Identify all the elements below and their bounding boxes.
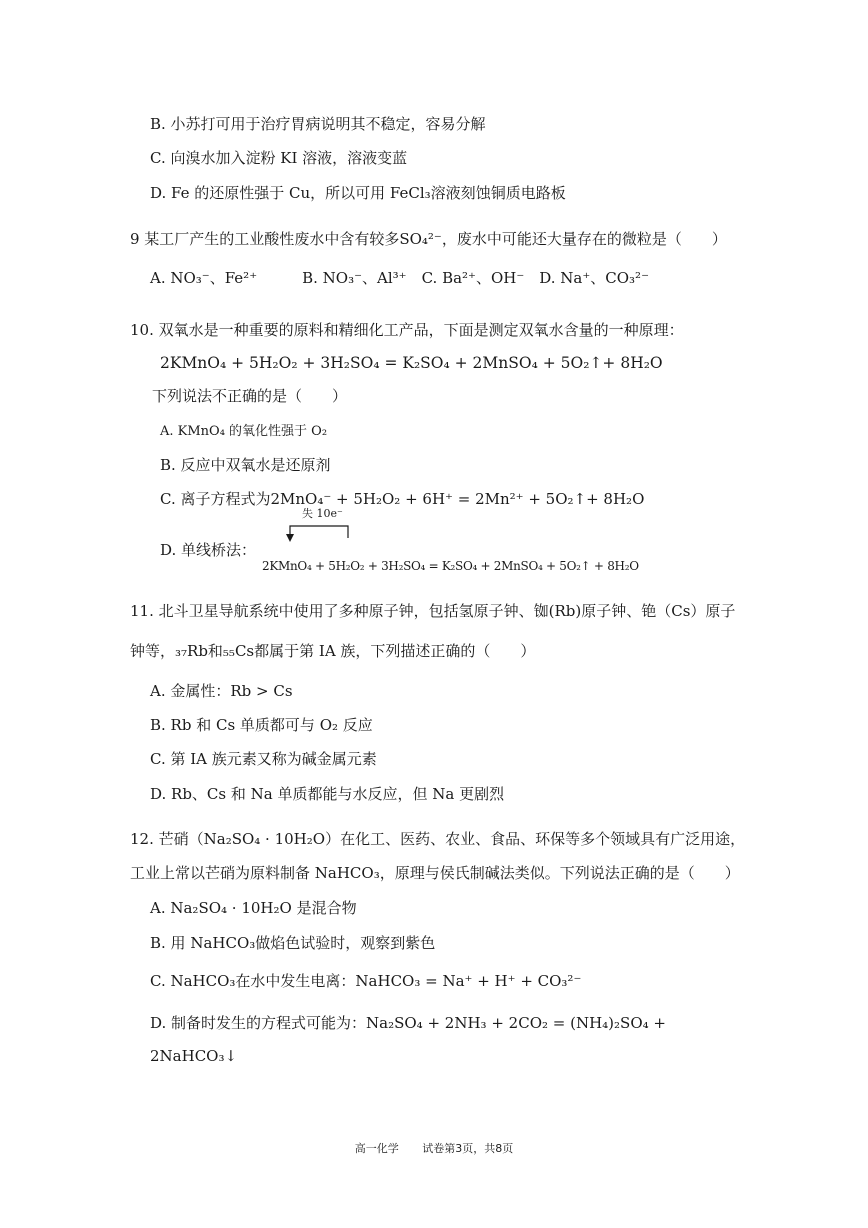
q10-option-d-equation: 2KMnO₄ + 5H₂O₂ + 3H₂SO₄ = K₂SO₄ + 2MnSO₄ + 5O₂↑ + 8H₂O — [262, 559, 639, 573]
q12-option-d-line1: D. 制备时发生的方程式可能为：Na₂SO₄ + 2NH₃ + 2CO₂ = (NH₄)₂SO₄ + — [150, 1014, 666, 1032]
q9-stem: 9 某工厂产生的工业酸性废水中含有较多SO₄²⁻，废水中可能还大量存在的微粒是（ ） — [130, 230, 727, 248]
q12-option-c: C. NaHCO₃在水中发生电离：NaHCO₃ = Na⁺ + H⁺ + CO₃²⁻ — [150, 972, 582, 990]
electron-transfer-bridge — [286, 507, 586, 560]
q10-option-d-label: D. 单线桥法： — [160, 541, 257, 559]
q8-option-b: B. 小苏打可用于治疗胃病说明其不稳定，容易分解 — [150, 115, 486, 133]
q11-option-d: D. Rb、Cs 和 Na 单质都能与水反应，但 Na 更剧烈 — [150, 785, 505, 803]
q12-stem-line2: 工业上常以芒硝为原料制备 NaHCO₃，原理与侯氏制碱法类似。下列说法正确的是（ ） — [130, 864, 740, 882]
q10-question: 下列说法不正确的是（ ） — [152, 387, 348, 405]
q10-option-b: B. 反应中双氧水是还原剂 — [160, 456, 331, 474]
q11-option-c: C. 第 IA 族元素又称为碱金属元素 — [150, 750, 377, 768]
q8-option-d: D. Fe 的还原性强于 Cu，所以可用 FeCl₃溶液刻蚀铜质电路板 — [150, 184, 566, 202]
footer-page-number: 试卷第3页，共8页 — [422, 1142, 514, 1155]
q10-stem: 10. 双氧水是一种重要的原料和精细化工产品，下面是测定双氧水含量的一种原理： — [130, 321, 684, 339]
q10-equation: 2KMnO₄ + 5H₂O₂ + 3H₂SO₄ = K₂SO₄ + 2MnSO₄ + 5O₂↑+ 8H₂O — [160, 354, 663, 372]
q11-option-a: A. 金属性：Rb > Cs — [150, 682, 293, 700]
page-footer — [0, 1140, 868, 1156]
q11-stem-line1: 11. 北斗卫星导航系统中使用了多种原子钟，包括氢原子钟、铷(Rb)原子钟、铯（Cs）原子 — [130, 602, 736, 620]
q12-option-d-line2: 2NaHCO₃↓ — [150, 1047, 238, 1065]
q12-option-a: A. Na₂SO₄ · 10H₂O 是混合物 — [150, 899, 357, 917]
q10-option-a: A. KMnO₄ 的氧化性强于 O₂ — [160, 424, 328, 439]
q10-option-c: C. 离子方程式为2MnO₄⁻ + 5H₂O₂ + 6H⁺ = 2Mn²⁺ + 5O₂↑+ 8H₂O — [160, 490, 645, 508]
q12-option-b: B. 用 NaHCO₃做焰色试验时，观察到紫色 — [150, 934, 436, 952]
q12-stem-line1: 12. 芒硝（Na₂SO₄ · 10H₂O）在化工、医药、农业、食品、环保等多个领域具有广泛用途， — [130, 830, 746, 848]
transfer-electron-label: 失 10e⁻ — [302, 507, 343, 520]
q9-options: A. NO₃⁻、Fe²⁺ B. NO₃⁻、Al³⁺ C. Ba²⁺、OH⁻ D. Na⁺、CO₃²⁻ — [150, 269, 649, 287]
q8-option-c: C. 向溴水加入淀粉 KI 溶液，溶液变蓝 — [150, 149, 408, 167]
q11-stem-line2: 钟等，₃₇Rb和₅₅Cs都属于第 IA 族，下列描述正确的（ ） — [130, 642, 536, 660]
footer-subject: 高一化学 — [354, 1142, 399, 1155]
q11-option-b: B. Rb 和 Cs 单质都可与 O₂ 反应 — [150, 716, 373, 734]
bridge-arrow-icon — [286, 520, 586, 560]
